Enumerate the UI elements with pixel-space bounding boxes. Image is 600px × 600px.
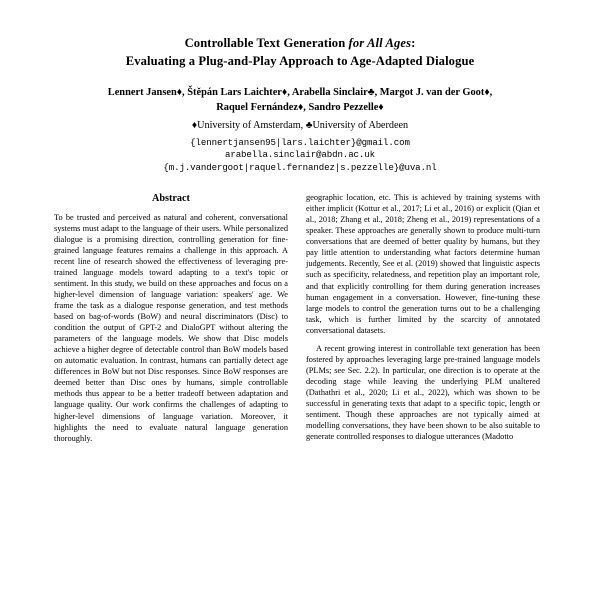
page-title [54, 34, 546, 71]
title-line-1-part-c: : [411, 36, 416, 50]
author-line-1: Lennert Jansen♦, Štěpán Lars Laichter♦, Arabella Sinclair♣, Margot J. van der Goot♦, [107, 86, 493, 98]
author-line-2: Raquel Fernández♦, Sandro Pezzelle♦ [216, 102, 384, 114]
author-list [54, 85, 546, 116]
abstract-heading: Abstract [152, 193, 190, 205]
title-line-1-part-a: Controllable Text Generation [184, 36, 349, 50]
intro-paragraph-1: geographic location, etc. This is achieved by training systems with either implicit (Kottur et al., 2017; Li et al., 2016) or explicit (Qian et al., 2018; Zhang et al., 2018; Zheng et al., 2019) representations of a speaker. These approaches are generally shown to produce multi-turn conversations that are deemed of better quality by humans, but they pay little attention to understanding what factors determine human judgements. Recently, See et al. (2019) showed that linguistic aspects such as specificity, relatedness, and repetition play an important role, and that explicitly controlling for them during generation increases human engagement in a conversation. However, fine-tuning these large models to control the generation turns out to be a challenging task, which is further limited by the scarcity of annotated conversational datasets. [306, 193, 540, 335]
right-column [306, 192, 540, 451]
email-line-1: {lennertjansen95|lars.laichter}@gmail.com [190, 136, 410, 148]
email-line-3: {m.j.vandergoot|raquel.fernandez|s.pezzelle}@uva.nl [163, 161, 437, 173]
email-line-2: arabella.sinclair@abdn.ac.uk [224, 149, 375, 161]
title-line-1-italic: for All Ages [348, 36, 412, 50]
abstract-paragraph: To be trusted and perceived as natural and coherent, conversational systems must adapt to the language of their users. While personalized dialogue is a promising direction, controlling generation for fine-grained language features remains a challenge in this approach. A recent line of research showed the effectiveness of leveraging pre-trained language models toward adapting to a text's topic or sentiment. In this study, we build on these approaches and focus on a higher-level dimension of language variation: speakers' age. We frame the task as a dialogue response generation, and test methods based on bag-of-words (BoW) and neural discriminators (Disc) to condition the output of GPT-2 and DialoGPT without altering the parameters of the language models. We show that Disc models achieve a higher degree of detectable control than BoW models based on automatic evaluation. In contrast, humans can partially detect age differences in BoW but not Disc responses. Since BoW responses are deemed better than Disc ones by humans, simple controllable methods thus appear to be a better tradeoff between adaptation and language quality. Our work confirms the challenges of adapting to higher-level dimensions of language variation. Moreover, it highlights the need to evaluate natural language generation thoroughly. [54, 212, 288, 443]
left-column [54, 192, 288, 451]
author-emails [54, 137, 546, 175]
title-line-2: Evaluating a Plug-and-Play Approach to Age-Adapted Dialogue [125, 54, 475, 69]
intro-paragraph-2: A recent growing interest in controllable text generation has been fostered by approaches leveraging large pre-trained language models (PLMs; see Sec. 2.2). In particular, one direction is to operate at the decoding stage while leaving the underlying PLM unaltered (Dathathri et al., 2020; Li et al., 2022), which was shown to be successful in generating texts that adapt to a specific topic, length or sentiment. Though these approaches are not typically aimed at modelling conversations, they have been shown to be also suitable to generate controlled responses to dialogue utterances (Madotto [306, 343, 540, 442]
affiliations: ♦University of Amsterdam, ♣University of Aberdeen [191, 119, 409, 131]
body-columns [54, 192, 546, 451]
